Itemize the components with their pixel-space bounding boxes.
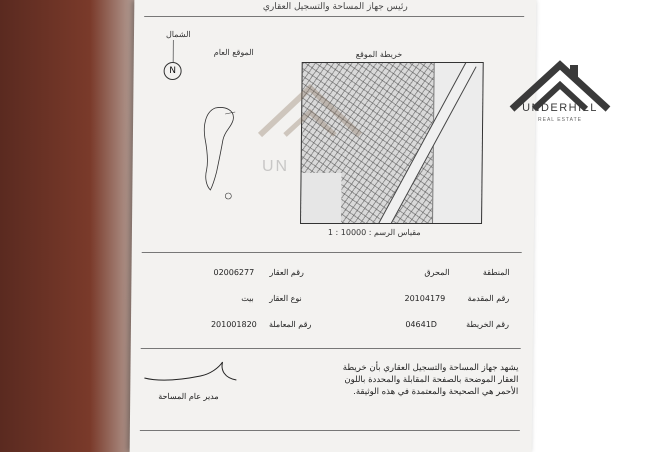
map-sea-area [301,173,342,223]
background-table [0,0,150,452]
certification-line: الأحمر هي الصحيحة والمعتمدة في هذه الوثيقة. [353,387,519,397]
logo-subtitle: REAL ESTATE [538,117,582,123]
document-page [130,0,537,452]
document-header: رئيس جهاز المساحة والتسجيل العقاري [262,2,408,12]
signature-label: مدير عام المساحة [158,392,219,401]
transaction-number-value: 201001820 [210,320,257,329]
fields-bottom-divider [141,348,521,349]
signature-icon [140,356,240,386]
watermark-logo-icon [255,80,365,140]
watermark-text: UN [262,158,290,175]
application-number-value: 20104179 [404,294,446,303]
north-arrow-line [173,40,174,62]
north-letter: N [169,66,177,76]
property-type-label: نوع العقار [269,294,302,303]
logo-name: UNDERHILL [522,102,598,114]
certification-line: يشهد جهاز المساحة والتسجيل العقاري بأن خريطة [342,363,519,373]
header-divider [144,16,524,17]
north-arrow-icon [164,62,182,80]
general-location-label: الموقع العام [213,48,254,57]
map-number-label: رقم الخريطة [466,320,510,329]
fields-top-divider [142,252,522,253]
property-type-value: بيت [241,294,254,303]
north-label: الشمال [165,30,191,39]
scale-text: مقياس الرسم : 10000 : 1 [327,228,421,237]
certification-text [298,362,518,398]
property-number-label: رقم العقار [269,268,304,277]
region-value: المحرق [424,268,450,277]
region-label: المنطقة [482,268,510,277]
site-map-label: خريطة الموقع [355,50,403,59]
footer-divider [140,430,520,431]
transaction-number-label: رقم المعاملة [268,320,312,329]
property-number-value: 02006277 [213,268,255,277]
map-number-value: 04641D [405,320,438,329]
bahrain-outline-icon [194,100,241,200]
certification-line: العقار الموضحة بالصفحة المقابلة والمحددة باللون [344,375,519,385]
application-number-label: رقم المقدمة [467,294,510,303]
